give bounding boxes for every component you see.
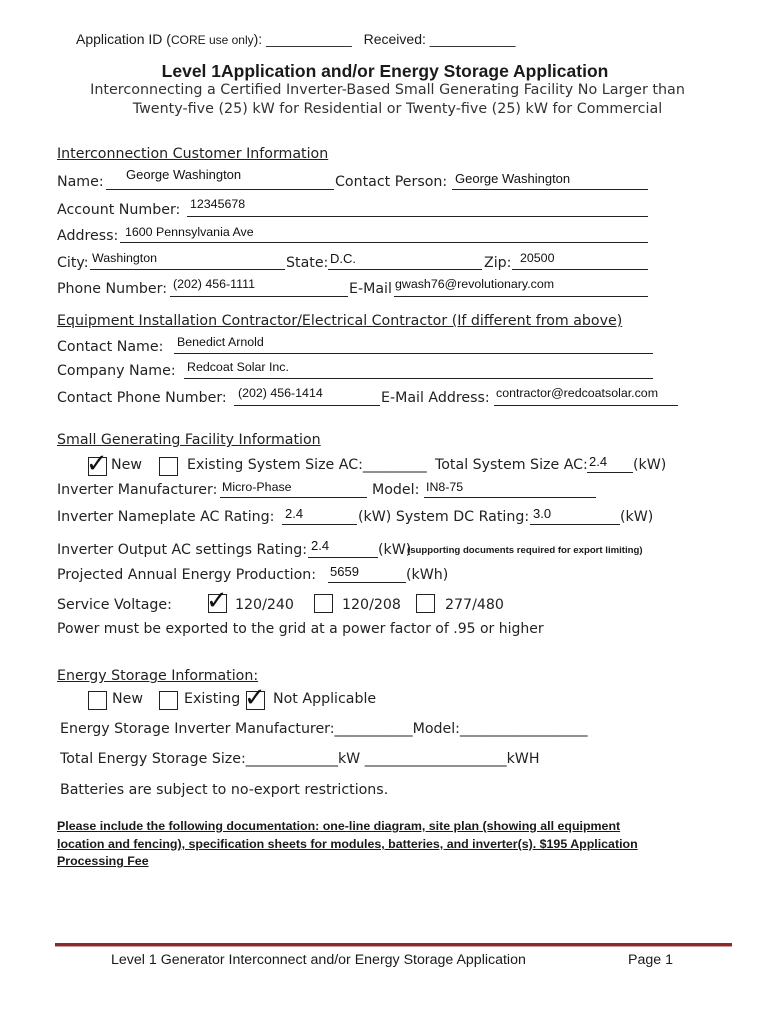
annual-production-value[interactable]: 5659 xyxy=(330,564,359,579)
email-value[interactable]: gwash76@revolutionary.com xyxy=(395,277,555,291)
voltage-120-240-label: 120/240 xyxy=(235,597,294,613)
address-value[interactable]: 1600 Pennsylvania Ave xyxy=(125,225,254,239)
customer-section-heading: Interconnection Customer Information xyxy=(57,146,329,162)
customer-name-line xyxy=(106,189,334,190)
output-rating-unit: (kW) xyxy=(378,542,412,558)
contractor-contact-value[interactable]: Benedict Arnold xyxy=(177,335,264,349)
contractor-contact-line xyxy=(174,353,653,354)
voltage-120-208-checkbox[interactable] xyxy=(314,594,333,613)
contractor-phone-value[interactable]: (202) 456-1414 xyxy=(238,386,323,400)
new-system-label: New xyxy=(111,457,142,473)
total-system-size-value[interactable]: 2.4 xyxy=(589,454,608,469)
account-number-line xyxy=(187,216,648,217)
inverter-manufacturer-line xyxy=(220,497,367,498)
voltage-277-480-label: 277/480 xyxy=(445,597,504,613)
customer-name-value[interactable]: George Washington xyxy=(126,167,242,182)
inverter-model-line xyxy=(424,497,596,498)
application-id-blank: ): ___________ xyxy=(253,31,352,47)
voltage-277-480-checkbox[interactable] xyxy=(416,594,435,613)
state-line xyxy=(328,269,482,270)
total-system-size-unit: (kW) xyxy=(633,457,667,473)
export-limiting-note: (supporting documents required for export limiting) xyxy=(407,545,643,556)
storage-not-applicable-check-icon: ✓ xyxy=(244,683,266,713)
address-label: Address: xyxy=(57,228,119,244)
phone-number-label: Phone Number: xyxy=(57,281,167,297)
form-title: Level 1Application and/or Energy Storage Application xyxy=(161,61,609,81)
storage-section-heading: Energy Storage Information: xyxy=(57,668,259,684)
storage-new-label: New xyxy=(112,691,143,707)
state-label: State: xyxy=(286,255,329,271)
form-subtitle-line2: Twenty-five (25) kW for Residential or Twenty-five (25) kW for Commercial xyxy=(132,101,663,117)
form-subtitle-line1: Interconnecting a Certified Inverter-Based Small Generating Facility No Larger than xyxy=(90,82,685,98)
city-label: City: xyxy=(57,255,89,271)
company-name-label: Company Name: xyxy=(57,363,176,379)
inverter-model-value[interactable]: IN8-75 xyxy=(426,480,464,494)
inverter-manufacturer-value[interactable]: Micro-Phase xyxy=(222,480,292,494)
nameplate-rating-line xyxy=(282,524,357,525)
storage-size: Total Energy Storage Size:_____________kW ____________________kWH xyxy=(60,751,540,767)
dc-rating-value[interactable]: 3.0 xyxy=(533,506,552,521)
nameplate-rating-label: Inverter Nameplate AC Rating: xyxy=(57,509,275,525)
footer-text: Level 1 Generator Interconnect and/or Energy Storage Application xyxy=(111,952,526,968)
documentation-note-line1: Please include the following documentation: one-line diagram, site plan (showing all equipment xyxy=(57,819,621,833)
contact-person-label: Contact Person: xyxy=(335,174,448,190)
facility-section-heading: Small Generating Facility Information xyxy=(57,432,321,448)
contractor-section-heading: Equipment Installation Contractor/Electrical Contractor (If different from above) xyxy=(57,313,623,329)
city-line xyxy=(90,269,285,270)
zip-value[interactable]: 20500 xyxy=(520,251,555,265)
nameplate-rating-value[interactable]: 2.4 xyxy=(285,506,304,521)
address-line xyxy=(120,242,648,243)
phone-number-value[interactable]: (202) 456-1111 xyxy=(173,277,255,291)
state-value[interactable]: D.C. xyxy=(330,251,356,266)
voltage-120-240-check-icon: ✓ xyxy=(206,586,228,616)
inverter-model-label: Model: xyxy=(372,482,420,498)
dc-rating-line xyxy=(530,524,620,525)
application-id-label: Application ID ( xyxy=(76,31,171,47)
email-label: E-Mail xyxy=(349,281,392,297)
footer-rule xyxy=(55,943,732,947)
account-number-value[interactable]: 12345678 xyxy=(190,197,246,211)
email-line xyxy=(394,296,648,297)
storage-not-applicable-label: Not Applicable xyxy=(273,691,377,707)
total-system-size-label: Total System Size AC: xyxy=(435,457,588,473)
storage-new-checkbox[interactable] xyxy=(88,691,107,710)
phone-number-line xyxy=(170,296,348,297)
received-field: Received: ___________ xyxy=(363,31,516,47)
annual-production-label: Projected Annual Energy Production: xyxy=(57,567,317,583)
annual-production-line xyxy=(328,582,406,583)
contractor-email-label: E-Mail Address: xyxy=(381,390,490,406)
documentation-note-line2: location and fencing), specification sheets for modules, batteries, and inverter(s). $195 Application xyxy=(57,837,638,851)
application-id-core-note: CORE use only xyxy=(170,33,254,47)
company-name-value[interactable]: Redcoat Solar Inc. xyxy=(187,360,289,374)
company-name-line xyxy=(184,378,653,379)
contractor-email-line xyxy=(494,405,678,406)
dc-rating-unit: (kW) xyxy=(620,509,654,525)
existing-system-size-label: Existing System Size AC:_________ xyxy=(187,457,427,473)
existing-system-checkbox[interactable] xyxy=(159,457,178,476)
inverter-manufacturer-label: Inverter Manufacturer: xyxy=(57,482,218,498)
contractor-phone-label: Contact Phone Number: xyxy=(57,390,227,406)
contractor-contact-label: Contact Name: xyxy=(57,339,164,355)
annual-production-unit: (kWh) xyxy=(406,567,449,583)
customer-name-label: Name: xyxy=(57,174,104,190)
page-number: Page 1 xyxy=(628,952,673,968)
output-rating-label: Inverter Output AC settings Rating: xyxy=(57,542,308,558)
account-number-label: Account Number: xyxy=(57,202,181,218)
application-id-field xyxy=(76,31,515,47)
contact-person-value[interactable]: George Washington xyxy=(455,171,571,186)
batteries-note: Batteries are subject to no-export restrictions. xyxy=(60,782,389,798)
nameplate-rating-unit: (kW) System DC Rating: xyxy=(358,509,530,525)
output-rating-value[interactable]: 2.4 xyxy=(311,538,330,553)
voltage-120-208-label: 120/208 xyxy=(342,597,401,613)
storage-existing-label: Existing xyxy=(184,691,241,707)
contact-person-line xyxy=(452,189,648,190)
contractor-phone-line xyxy=(234,405,380,406)
contractor-email-value[interactable]: contractor@redcoatsolar.com xyxy=(496,386,659,400)
storage-manufacturer-model: Energy Storage Inverter Manufacturer:___________Model:__________________ xyxy=(60,721,588,737)
total-system-size-line xyxy=(587,472,633,473)
documentation-note-line3: Processing Fee xyxy=(57,854,149,868)
power-factor-note: Power must be exported to the grid at a power factor of .95 or higher xyxy=(57,621,544,637)
storage-existing-checkbox[interactable] xyxy=(159,691,178,710)
output-rating-line xyxy=(308,557,378,558)
city-value[interactable]: Washington xyxy=(92,251,157,265)
zip-label: Zip: xyxy=(484,255,512,271)
service-voltage-label: Service Voltage: xyxy=(57,597,172,613)
zip-line xyxy=(512,269,648,270)
new-system-check-icon: ✓ xyxy=(86,449,108,479)
